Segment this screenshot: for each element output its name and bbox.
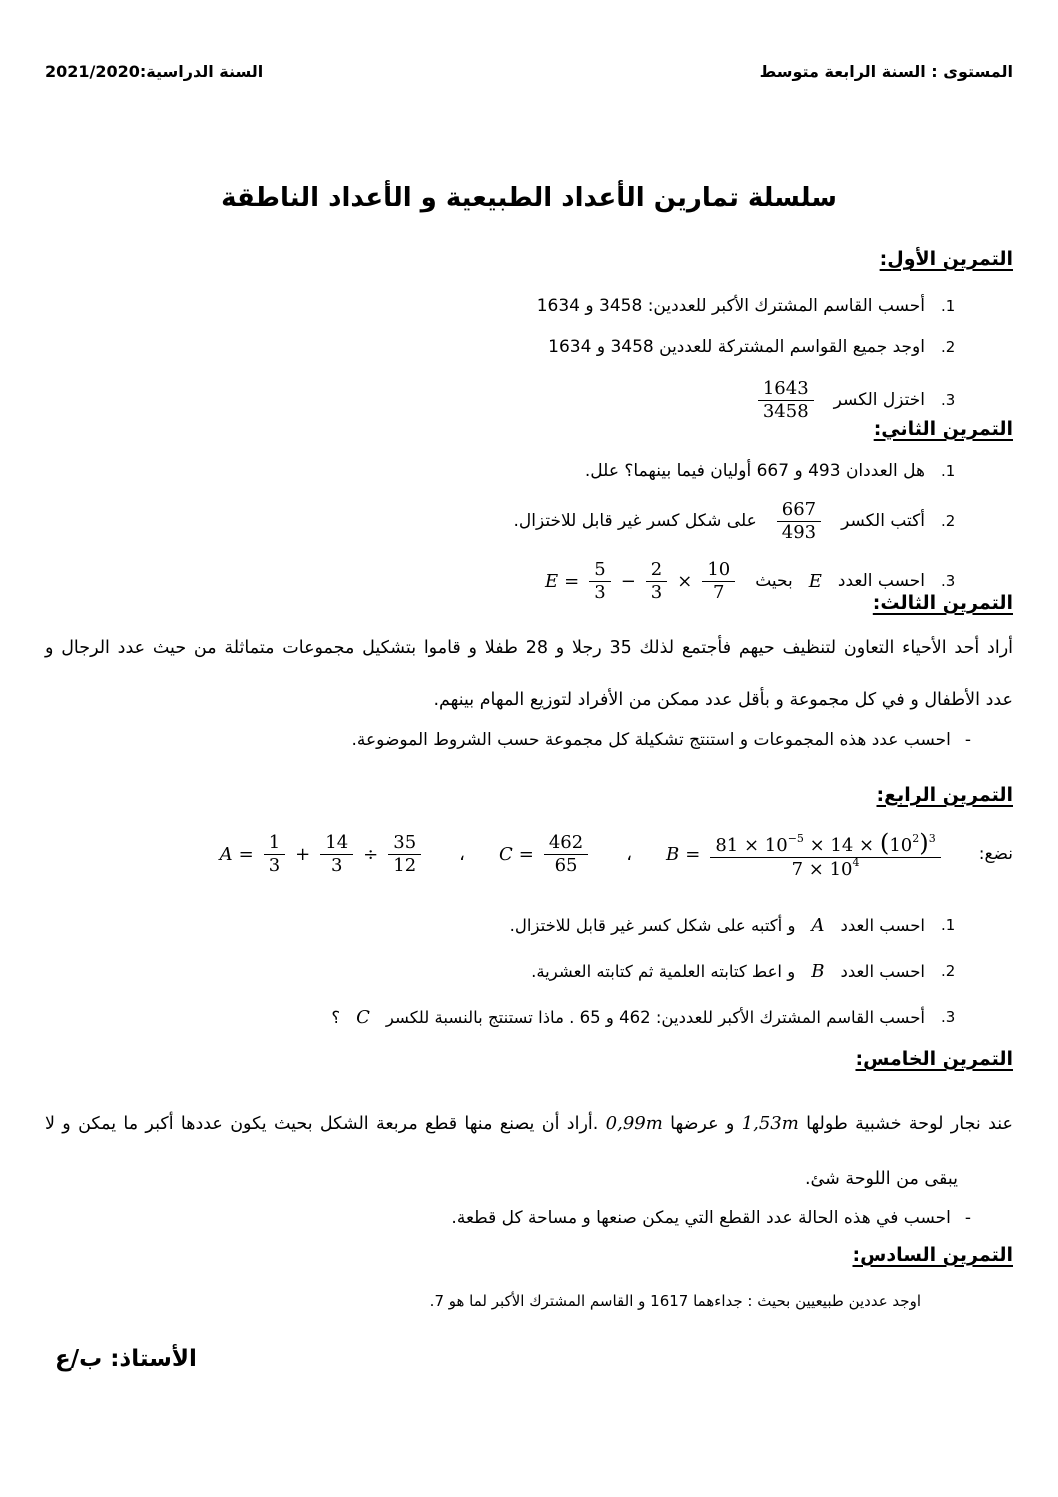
equals-sign: =	[238, 843, 254, 865]
fraction-numerator: $81 \times 10^{-5} \times 14 \times (10^2)^3$	[710, 828, 940, 858]
item-text: احسب العدد	[840, 915, 925, 935]
list-item	[45, 902, 965, 948]
exponent: 2	[912, 831, 920, 845]
list-item	[45, 492, 965, 550]
item-text: ؟	[331, 1007, 341, 1027]
exponent: 3	[928, 831, 936, 845]
fraction: $\frac{14}{3}$	[320, 832, 353, 876]
exercise-5-paragraph	[45, 1096, 1013, 1207]
fraction-denominator: 493	[781, 521, 817, 543]
item-marker: .2	[941, 512, 956, 530]
math-variable: B	[811, 960, 825, 982]
paragraph-line: عدد الأطفال و في كل مجموعة و بأقل عدد ممكن من الأفراد لتوزيع المهام بينهم.	[433, 690, 1013, 710]
list-item	[45, 450, 965, 492]
item-marker: .3	[941, 391, 956, 409]
item-text: أحسب القاسم المشترك الأكبر للعددين: 462 و 65 . ماذا تستنتج بالنسبة للكسر	[385, 1007, 925, 1027]
formula-C	[499, 832, 592, 876]
list-item	[45, 326, 965, 368]
item-text: و أكتبه على شكل كسر غير قابل للاختزال.	[509, 915, 796, 935]
exercise-1-heading: التمرين الأول:	[879, 248, 1013, 270]
fraction	[758, 378, 814, 422]
separator-comma: ،	[459, 843, 465, 865]
item-text: احسب العدد	[837, 571, 925, 591]
item-text: أكتب الكسر	[841, 511, 925, 531]
equals-sign: =	[564, 570, 580, 592]
math-variable: A	[811, 914, 825, 936]
formula-B	[666, 828, 945, 881]
item-text: هل العددان 493 و 667 أوليان فيما بينهما؟ علل.	[584, 461, 925, 481]
fraction: $\frac{35}{12}$	[388, 832, 421, 876]
page-header	[45, 62, 1013, 81]
times-operator: ×	[677, 570, 693, 592]
item-text: اوجد جميع القواسم المشتركة للعددين 3458 و 1634	[548, 337, 925, 357]
exercise-6-heading: التمرين السادس:	[852, 1244, 1013, 1266]
fraction-numerator: 667	[777, 499, 821, 522]
formula-A	[220, 832, 426, 876]
exercise-2-list	[45, 450, 1013, 612]
item-text: على شكل كسر غير قابل للاختزال.	[513, 511, 757, 531]
item-marker: .1	[941, 916, 956, 934]
fraction	[777, 499, 821, 543]
exercise-6-text: اوجد عددين طبيعيين بحيث : جداءهما 1617 و القاسم المشترك الأكبر لما هو 7.	[429, 1292, 921, 1310]
equals-sign: =	[685, 843, 701, 865]
exponent: −5	[787, 831, 804, 845]
exercise-4-list	[45, 902, 1013, 1040]
paragraph-line: يبقى من اللوحة شئ.	[804, 1169, 958, 1189]
fraction	[710, 828, 940, 881]
item-marker: .3	[941, 1008, 956, 1026]
dash-marker: -	[964, 1208, 971, 1228]
plus-operator: +	[295, 843, 311, 865]
fraction: $\frac{2}{3}$	[646, 559, 667, 603]
fraction: $\frac{462}{65}$	[544, 832, 588, 876]
open-paren: (	[879, 827, 890, 857]
item-text: اختزل الكسر	[833, 390, 925, 410]
teacher-signature: الأستاذ: ب/ع	[55, 1346, 197, 1372]
item-marker: .2	[941, 962, 956, 980]
item-marker: .1	[941, 297, 956, 315]
header-school-year: السنة الدراسية:2021/2020	[45, 62, 264, 81]
fraction-denominator: $7 \times 10^4$	[791, 855, 860, 880]
doc-title: سلسلة تمارين الأعداد الطبيعية و الأعداد الناطقة	[221, 183, 837, 213]
math-variable: E	[545, 570, 559, 592]
exercise-5-task	[45, 1208, 1013, 1228]
task-text: احسب في هذه الحالة عدد القطع التي يمكن صنعها و مساحة كل قطعة.	[451, 1208, 951, 1228]
exercise-3-task	[45, 730, 1013, 750]
fraction: $\frac{5}{3}$	[589, 559, 610, 603]
header-level: المستوى : السنة الرابعة متوسط	[759, 62, 1013, 81]
exercise-4-heading: التمرين الرابع:	[876, 784, 1013, 806]
item-text: أحسب القاسم المشترك الأكبر للعددين: 3458 و 1634	[536, 296, 925, 316]
dimension-width: 0,99m	[605, 1113, 663, 1134]
math-variable: E	[808, 570, 822, 592]
exercise-2-heading: التمرين الثاني:	[873, 418, 1013, 440]
math-variable: C	[498, 843, 513, 865]
item-text: و اعط كتابته العلمية ثم كتابته العشرية.	[531, 961, 796, 981]
item-marker: .2	[941, 338, 956, 356]
list-item	[45, 948, 965, 994]
dimension-length: 1,53m	[741, 1113, 799, 1134]
exercise-3-heading: التمرين الثالث:	[872, 592, 1013, 614]
fraction-denominator: 3458	[762, 400, 809, 422]
task-text: احسب عدد هذه المجموعات و استنتج تشكيلة كل مجموعة حسب الشروط الموضوعة.	[351, 730, 951, 750]
item-text: بحيث	[755, 571, 793, 591]
list-item	[45, 286, 965, 326]
close-paren: )	[919, 827, 929, 857]
math-variable: B	[666, 843, 680, 865]
minus-operator: −	[620, 570, 636, 592]
formula-intro: نضع:	[978, 844, 1013, 864]
paragraph-line: أراد أحد الأحياء التعاون لتنظيف حيهم فأجتمع لذلك 35 رجلا و 28 طفلا و قاموا بتشكيل مجموعات متماثلة من حيث عدد الرجال و	[45, 638, 1014, 658]
exponent: 4	[852, 855, 860, 869]
fraction: $\frac{1}{3}$	[264, 832, 285, 876]
exercise-5-heading: التمرين الخامس:	[855, 1048, 1013, 1070]
math-variable: C	[356, 1006, 370, 1028]
exercise-3-paragraph	[45, 622, 1013, 726]
equals-sign: =	[518, 843, 534, 865]
item-text: احسب العدد	[840, 961, 925, 981]
dash-marker: -	[964, 730, 971, 750]
list-item	[45, 994, 965, 1040]
paragraph-line: عند نجار لوحة خشبية طولها 1,53m و عرضها 0,99m .أراد أن يصنع منها قطع مربعة الشكل بحيث يكون عددها أكبر ما يمكن و لا	[45, 1113, 1013, 1134]
separator-comma: ،	[626, 843, 633, 865]
exercise-1-list	[45, 286, 1013, 432]
item-marker: .1	[941, 462, 956, 480]
divide-operator: ÷	[363, 843, 379, 865]
fraction: $\frac{10}{7}$	[702, 559, 735, 603]
item-marker: .3	[941, 572, 956, 590]
exercise-4-formulas	[45, 812, 1013, 896]
fraction-numerator: 1643	[758, 378, 814, 401]
math-variable: A	[219, 843, 233, 865]
